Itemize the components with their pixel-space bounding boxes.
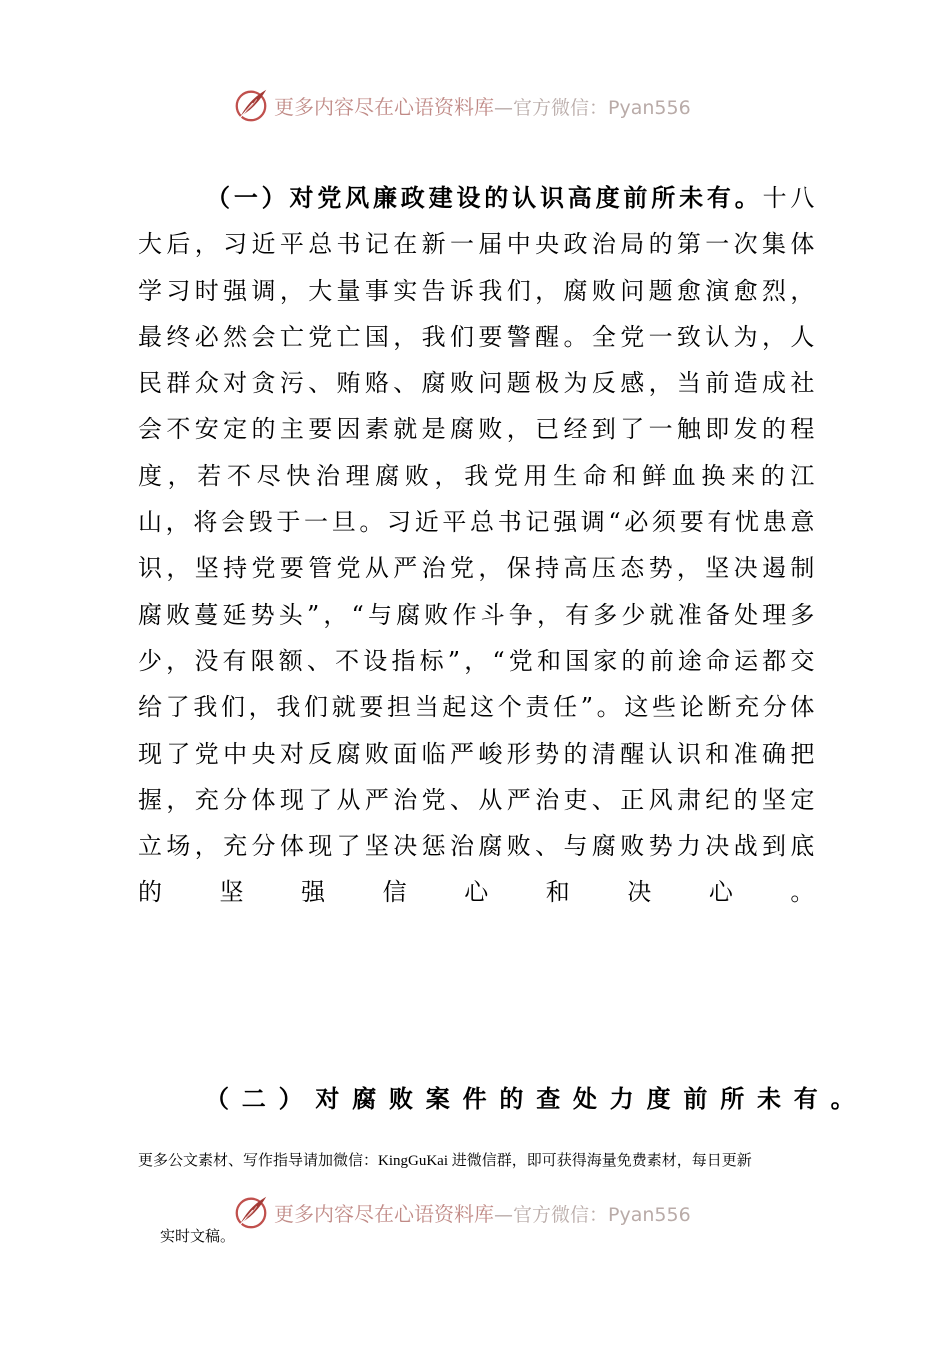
watermark-banner-top [232, 83, 691, 127]
footer-note-line2: 实时文稿。 [160, 1229, 236, 1245]
feather-quill-logo-icon [232, 86, 270, 124]
watermark-text: 更多内容尽在心语资料库—官方微信：Pyan556 [274, 1201, 691, 1226]
watermark-text: 更多内容尽在心语资料库—官方微信：Pyan556 [274, 94, 691, 119]
section-one-heading: （一）对党风廉政建设的认识高度前所未有。 [206, 183, 763, 212]
watermark-banner-bottom [232, 1190, 691, 1234]
section-two-heading: （二）对腐败案件的查处力度前所未有。 [205, 1084, 868, 1113]
footer-note-line1: 更多公文素材、写作指导请加微信：KingGuKai 进微信群，即可获得海量免费素材，每日更新 [138, 1153, 752, 1169]
feather-quill-logo-icon [232, 1193, 270, 1231]
section-one-body: 十八大后，习近平总书记在新一届中央政治局的第一次集体学习时强调，大量事实告诉我们，腐败问题愈演愈烈，最终必然会亡党亡国，我们要警醒。全党一致认为，人民群众对贪污、贿赂、腐败问题极为反感，当前造成社会不安定的主要因素就是腐败，已经到了一触即发的程度，若不尽快治理腐败，我党用生命和鲜血换来的江山，将会毁于一旦。习近平总书记强调“必须要有忧患意识，坚持党要管党从严治党，保持高压态势，坚决遏制腐败蔓延势头”，“与腐败作斗争，有多少就准备处理多少，没有限额、不设指标”，“党和国家的前途命运都交给了我们，我们就要担当起这个责任”。这些论断充分体现了党中央对反腐败面临严峻形势的清醒认识和准确把握，充分体现了从严治党、从严治吏、正风肃纪的坚定立场，充分体现了坚决惩治腐败、与腐败势力决战到底的坚强信心和决心。 [138, 184, 819, 907]
section-one-paragraph [138, 175, 818, 916]
